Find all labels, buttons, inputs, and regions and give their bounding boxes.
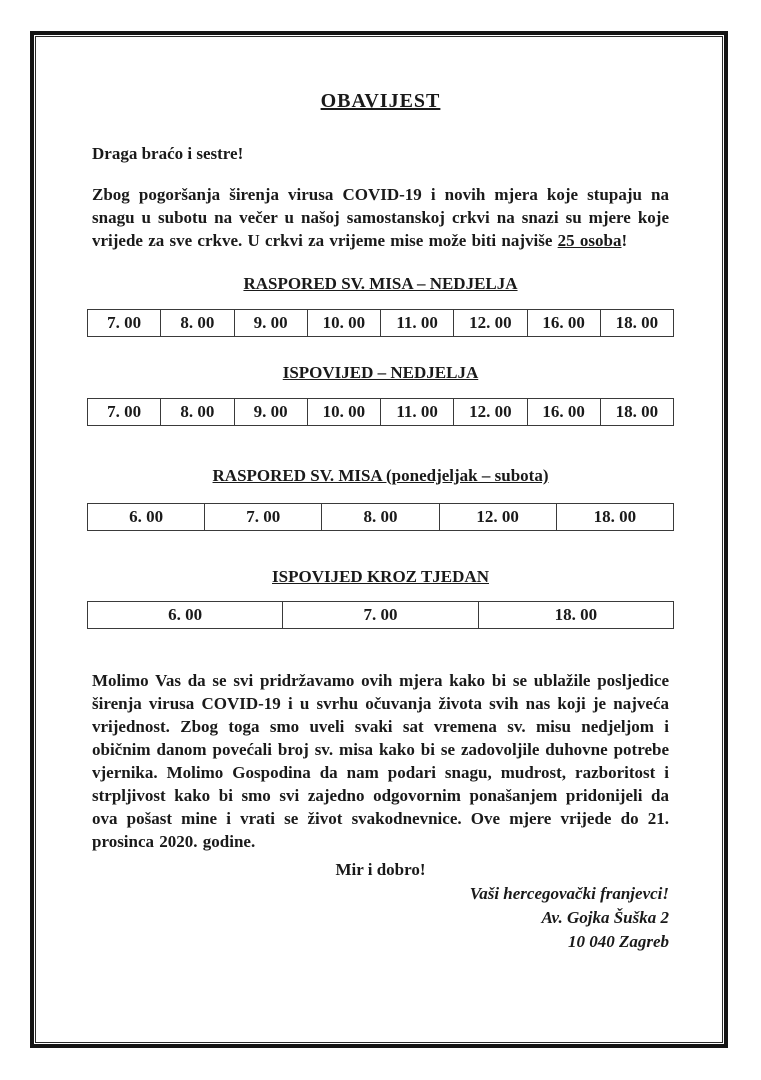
time-cell: 11. 00 [381,399,454,426]
time-cell: 8. 00 [161,399,234,426]
table-row [88,602,674,629]
document-title: OBAVIJEST [320,90,441,112]
time-cell: 18. 00 [478,602,673,629]
time-cell: 12. 00 [439,504,556,531]
time-cell: 10. 00 [307,399,380,426]
intro-text: Zbog pogoršanja širenja virusa COVID-19 i novih mjera koje stupaju na snagu u subotu na večer u našoj samostanskoj crkvi na snazi su mjere koje vrijede za sve crkve. U crkvi za vrijeme mise može biti najviše [92,185,669,250]
intro-suffix: ! [621,231,628,250]
signature-line-street: Av. Gojka Šuška 2 [541,908,669,927]
signature-line-city: 10 040 Zagreb [567,932,669,951]
signature-line-sender: Vaši hercegovački franjevci! [469,884,669,903]
max-persons-underlined: 25 osoba [557,231,622,250]
time-cell: 7. 00 [283,602,478,629]
time-cell: 16. 00 [527,399,600,426]
intro-paragraph [92,183,669,252]
confession-sunday-times-table [87,398,674,426]
salutation-line: Mir i dobro! [335,860,426,879]
greeting-line: Draga braćo i sestre! [92,144,244,163]
mass-weekday-times-table [87,503,674,531]
time-cell: 18. 00 [600,399,673,426]
time-cell: 12. 00 [454,310,527,337]
confession-weekday-times-table [87,601,674,629]
table-row [88,504,674,531]
time-cell: 9. 00 [234,310,307,337]
document-content [92,88,669,954]
closing-paragraph: Molimo Vas da se svi pridržavamo ovih mjera kako bi se ublažile posljedice širenja virusa COVID-19 i u svrhu očuvanja života svih nas koji je najveća vrijednost. Zbog toga smo uveli svaki sat vremena sv. misu nedjeljom i običnim danom povećali broj sv. misa kako bi se zadovoljile duhovne potrebe vjernika. Molimo Gospodina da nam podari snagu, mudrost, razboritost i strpljivost kako bi smo svi zajedno odgovornim ponašanjem pridonijeli da ova pošast mine i vrati se život svakodnevnice. Ove mjere vrijede do 21. prosinca 2020. godine. [92,671,669,851]
time-cell: 8. 00 [322,504,439,531]
table-row [88,310,674,337]
signature-block [92,882,669,954]
time-cell: 9. 00 [234,399,307,426]
time-cell: 7. 00 [205,504,322,531]
time-cell: 11. 00 [381,310,454,337]
time-cell: 8. 00 [161,310,234,337]
time-cell: 6. 00 [88,602,283,629]
section-heading-confession-sunday: ISPOVIJED – NEDJELJA [282,363,479,382]
time-cell: 7. 00 [88,310,161,337]
time-cell: 18. 00 [600,310,673,337]
time-cell: 18. 00 [556,504,673,531]
time-cell: 6. 00 [88,504,205,531]
time-cell: 16. 00 [527,310,600,337]
time-cell: 12. 00 [454,399,527,426]
time-cell: 10. 00 [307,310,380,337]
time-cell: 7. 00 [88,399,161,426]
section-heading-mass-weekday: RASPORED SV. MISA (ponedjeljak – subota) [212,466,549,485]
table-row [88,399,674,426]
section-heading-mass-sunday: RASPORED SV. MISA – NEDJELJA [243,274,518,293]
section-heading-confession-weekday: ISPOVIJED KROZ TJEDAN [272,567,489,586]
mass-sunday-times-table [87,309,674,337]
